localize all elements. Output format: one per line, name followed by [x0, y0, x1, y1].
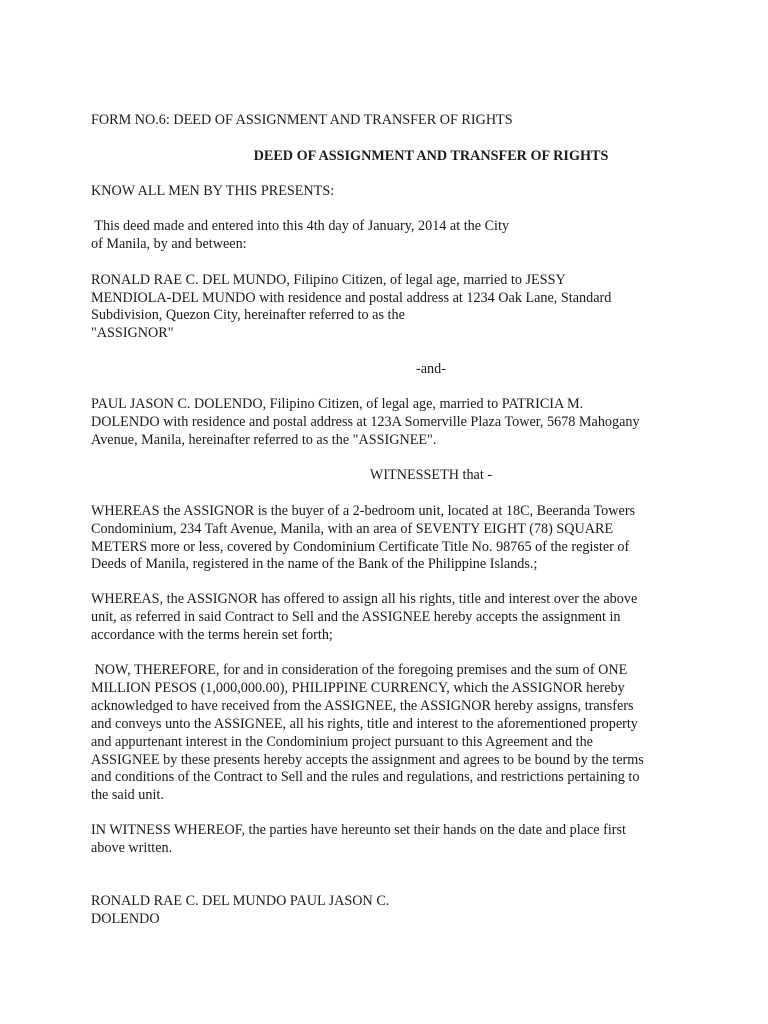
assignee-party-line: Avenue, Manila, hereinafter referred to as the "ASSIGNEE". [91, 432, 437, 448]
witnesseth-line: WITNESSETH that - [369, 467, 493, 483]
intro-line: of Manila, by and between: [91, 236, 247, 252]
in-witness-line: above written. [91, 840, 173, 856]
now-therefore-line: and conditions of the Contract to Sell and the rules and regulations, and restrictions pertaining to [91, 769, 640, 785]
now-therefore-line: ASSIGNEE by these presents hereby accepts the assignment and agrees to be bound by the terms [91, 752, 644, 768]
now-therefore-line: and appurtenant interest in the Condominium project pursuant to this Agreement and the [91, 734, 593, 750]
document-title: DEED OF ASSIGNMENT AND TRANSFER OF RIGHTS [253, 148, 609, 164]
form-label: FORM NO.6: DEED OF ASSIGNMENT AND TRANSFER OF RIGHTS [91, 112, 513, 128]
whereas-1-line: WHEREAS the ASSIGNOR is the buyer of a 2-bedroom unit, located at 18C, Beeranda Towers [91, 503, 636, 519]
assignee-party-line: PAUL JASON C. DOLENDO, Filipino Citizen, of legal age, married to PATRICIA M. [91, 396, 584, 412]
and-separator: -and- [416, 361, 446, 377]
assignor-party-line: "ASSIGNOR" [91, 325, 174, 341]
intro-line: This deed made and entered into this 4th day of January, 2014 at the City [91, 218, 510, 234]
assignor-party-line: MENDIOLA-DEL MUNDO with residence and postal address at 1234 Oak Lane, Standard [91, 290, 612, 306]
whereas-1-line: Deeds of Manila, registered in the name of the Bank of the Philippine Islands.; [91, 556, 538, 572]
signatories-line: RONALD RAE C. DEL MUNDO PAUL JASON C. [91, 893, 390, 909]
now-therefore-line: acknowledged to have received from the ASSIGNEE, the ASSIGNOR hereby assigns, transfers [91, 698, 634, 714]
whereas-2-line: unit, as referred in said Contract to Sell and the ASSIGNEE hereby accepts the assignment in [91, 609, 621, 625]
whereas-2-line: WHEREAS, the ASSIGNOR has offered to assign all his rights, title and interest over the above [91, 591, 638, 607]
signatories-line: DOLENDO [91, 911, 160, 927]
whereas-2-line: accordance with the terms herein set forth; [91, 627, 333, 643]
know-all-men-line: KNOW ALL MEN BY THIS PRESENTS: [91, 183, 335, 199]
now-therefore-line: and conveys unto the ASSIGNEE, all his rights, title and interest to the aforementioned property [91, 716, 638, 732]
assignor-party-line: RONALD RAE C. DEL MUNDO, Filipino Citizen, of legal age, married to JESSY [91, 272, 566, 288]
whereas-1-line: METERS more or less, covered by Condominium Certificate Title No. 98765 of the register of [91, 539, 630, 555]
now-therefore-line: MILLION PESOS (1,000,000.00), PHILIPPINE CURRENCY, which the ASSIGNOR hereby [91, 680, 625, 696]
now-therefore-line: NOW, THEREFORE, for and in consideration of the foregoing premises and the sum of ONE [91, 662, 628, 678]
in-witness-line: IN WITNESS WHEREOF, the parties have hereunto set their hands on the date and place first [91, 822, 626, 838]
assignee-party-line: DOLENDO with residence and postal address at 123A Somerville Plaza Tower, 5678 Mahogany [91, 414, 640, 430]
now-therefore-line: the said unit. [91, 787, 164, 803]
assignor-party-line: Subdivision, Quezon City, hereinafter referred to as the [91, 307, 405, 323]
whereas-1-line: Condominium, 234 Taft Avenue, Manila, with an area of SEVENTY EIGHT (78) SQUARE [91, 521, 614, 537]
